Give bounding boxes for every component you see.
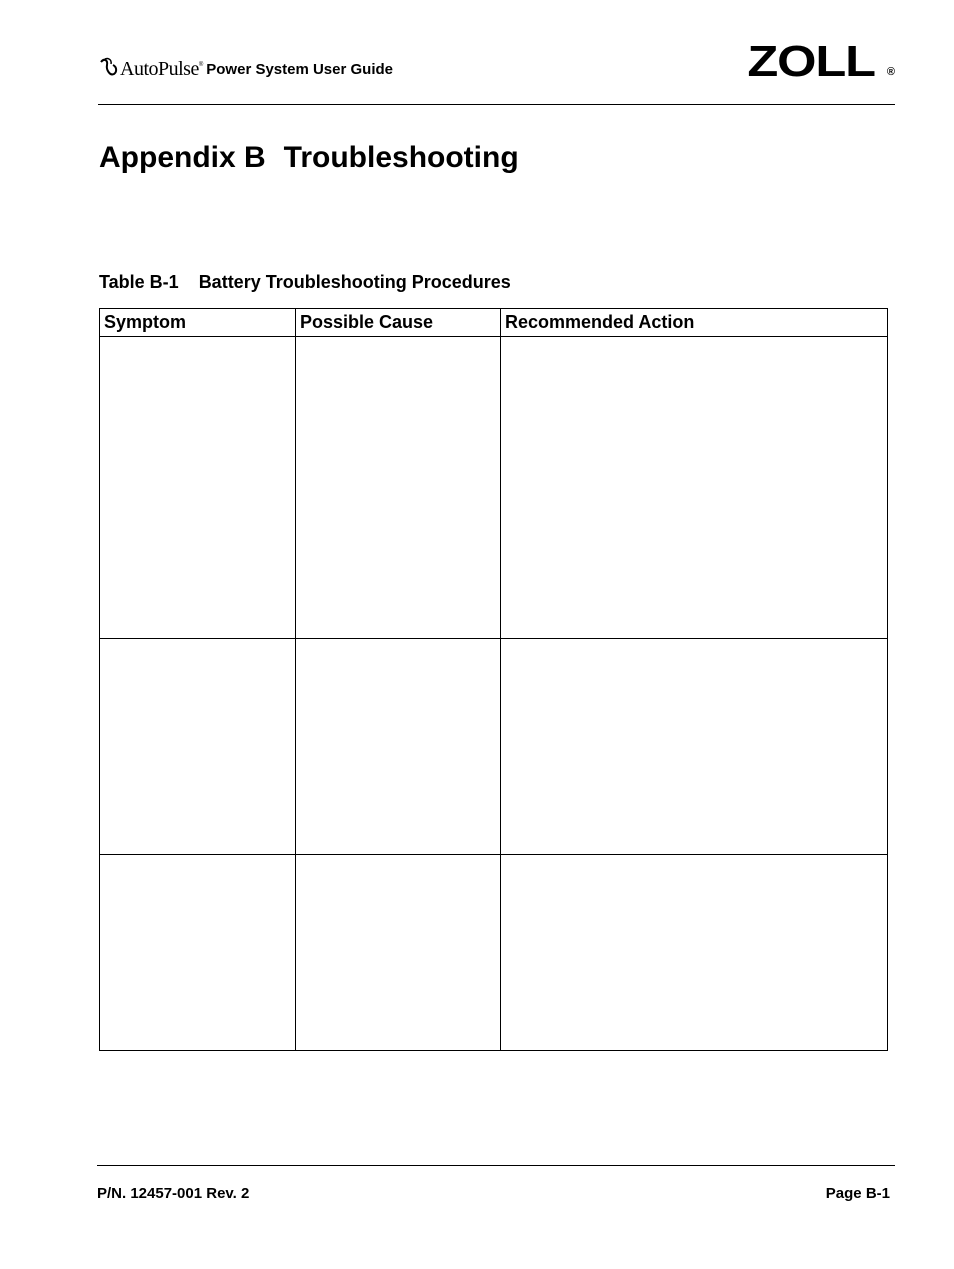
header-rule (98, 104, 895, 105)
table-caption-label: Table B-1 (99, 272, 179, 292)
logo-registered-mark: ® (886, 66, 895, 78)
page-title (99, 140, 519, 176)
symptom-cell (100, 639, 296, 855)
table-row (100, 639, 888, 855)
possible-cause-cell (296, 639, 501, 855)
appendix-label: Appendix B (99, 141, 266, 174)
column-header-recommended-action: Recommended Action (501, 309, 888, 337)
table-caption-text: Battery Troubleshooting Procedures (198, 272, 511, 292)
recommended-action-cell (501, 639, 888, 855)
autopulse-swirl-icon (98, 56, 120, 80)
part-number: P/N. 12457-001 Rev. 2 (97, 1185, 250, 1202)
table-row (100, 855, 888, 1051)
possible-cause-cell (296, 855, 501, 1051)
page-header (98, 37, 895, 104)
table-caption (99, 271, 511, 293)
page-number: Page B-1 (825, 1185, 890, 1202)
troubleshooting-table (99, 308, 888, 1051)
possible-cause-cell (296, 337, 501, 639)
symptom-cell (100, 337, 296, 639)
brand-registered-mark: ® (198, 62, 204, 68)
column-header-possible-cause: Possible Cause (296, 309, 501, 337)
zoll-logo: ZOLL (747, 37, 875, 86)
brand-name: AutoPulse (120, 58, 199, 80)
table-row (100, 337, 888, 639)
recommended-action-cell (501, 337, 888, 639)
table-header-row (100, 309, 888, 337)
appendix-title: Troubleshooting (283, 141, 519, 174)
autopulse-brand (98, 56, 393, 80)
guide-title: Power System User Guide (206, 61, 394, 78)
column-header-symptom: Symptom (100, 309, 296, 337)
recommended-action-cell (501, 855, 888, 1051)
symptom-cell (100, 855, 296, 1051)
footer-rule (97, 1165, 895, 1166)
